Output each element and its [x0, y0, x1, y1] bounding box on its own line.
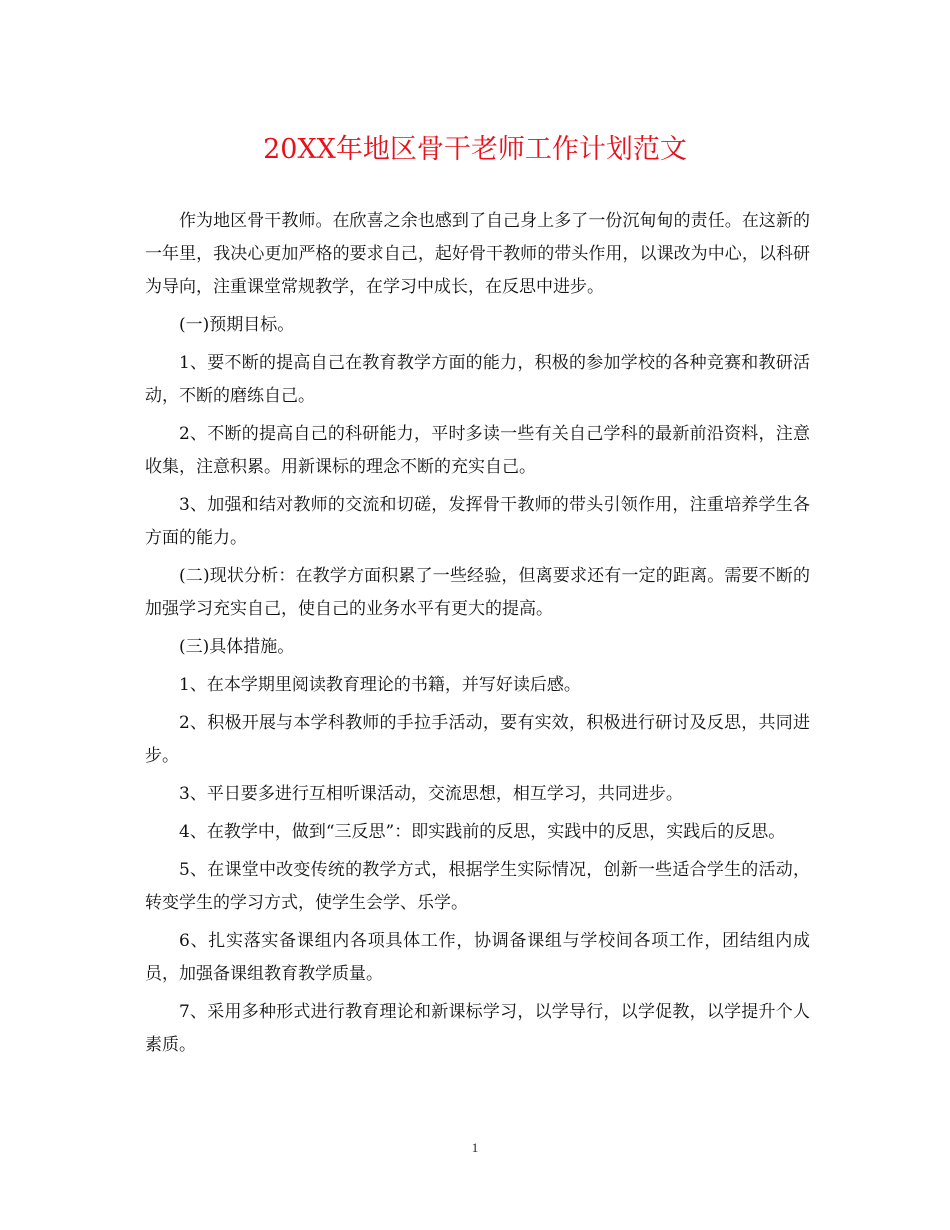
paragraph-goal-2: 2、不断的提高自己的科研能力，平时多读一些有关自己学科的最新前沿资料，注意收集，注意积累。用新课标的理念不断的充实自己。 [145, 424, 810, 477]
paragraph-measure-4: 4、在教学中，做到“三反思”：即实践前的反思，实践中的反思，实践后的反思。 [179, 822, 786, 842]
paragraph-measure-6: 6、扎实落实备课组内各项具体工作，协调备课组与学校间各项工作，团结组内成员，加强备课组教育教学质量。 [145, 931, 810, 984]
document-title: 20XX年地区骨干老师工作计划范文 [263, 134, 687, 165]
paragraph-analysis: (二)现状分析：在教学方面积累了一些经验，但离要求还有一定的距离。需要不断的加强学习充实自己，使自己的业务水平有更大的提高。 [145, 566, 810, 619]
paragraph-intro: 作为地区骨干教师。在欣喜之余也感到了自己身上多了一份沉甸甸的责任。在这新的一年里，我决心更加严格的要求自己，起好骨干教师的带头作用，以课改为中心，以科研为导向，注重课堂常规教学，在学习中成长，在反思中进步。 [145, 211, 810, 297]
section-heading-goals: (一)预期目标。 [179, 315, 295, 335]
paragraph-measure-3: 3、平日要多进行互相听课活动，交流思想，相互学习，共同进步。 [179, 784, 683, 804]
document-body [145, 205, 810, 1067]
paragraph-measure-7: 7、采用多种形式进行教育理论和新课标学习，以学导行，以学促教，以学提升个人素质。 [145, 1002, 810, 1055]
page-number: 1 [471, 1140, 479, 1155]
section-heading-measures: (三)具体措施。 [179, 637, 295, 657]
paragraph-goal-1: 1、要不断的提高自己在教育教学方面的能力，积极的参加学校的各种竞赛和教研活动，不断的磨练自己。 [145, 353, 810, 406]
paragraph-measure-5: 5、在课堂中改变传统的教学方式，根据学生实际情况，创新一些适合学生的活动，转变学生的学习方式，使学生会学、乐学。 [145, 860, 810, 913]
paragraph-measure-2: 2、积极开展与本学科教师的手拉手活动，要有实效，积极进行研讨及反思，共同进步。 [145, 713, 810, 766]
paragraph-measure-1: 1、在本学期里阅读教育理论的书籍，并写好读后感。 [179, 675, 581, 695]
paragraph-goal-3: 3、加强和结对教师的交流和切磋，发挥骨干教师的带头引领作用，注重培养学生各方面的能力。 [145, 495, 810, 548]
